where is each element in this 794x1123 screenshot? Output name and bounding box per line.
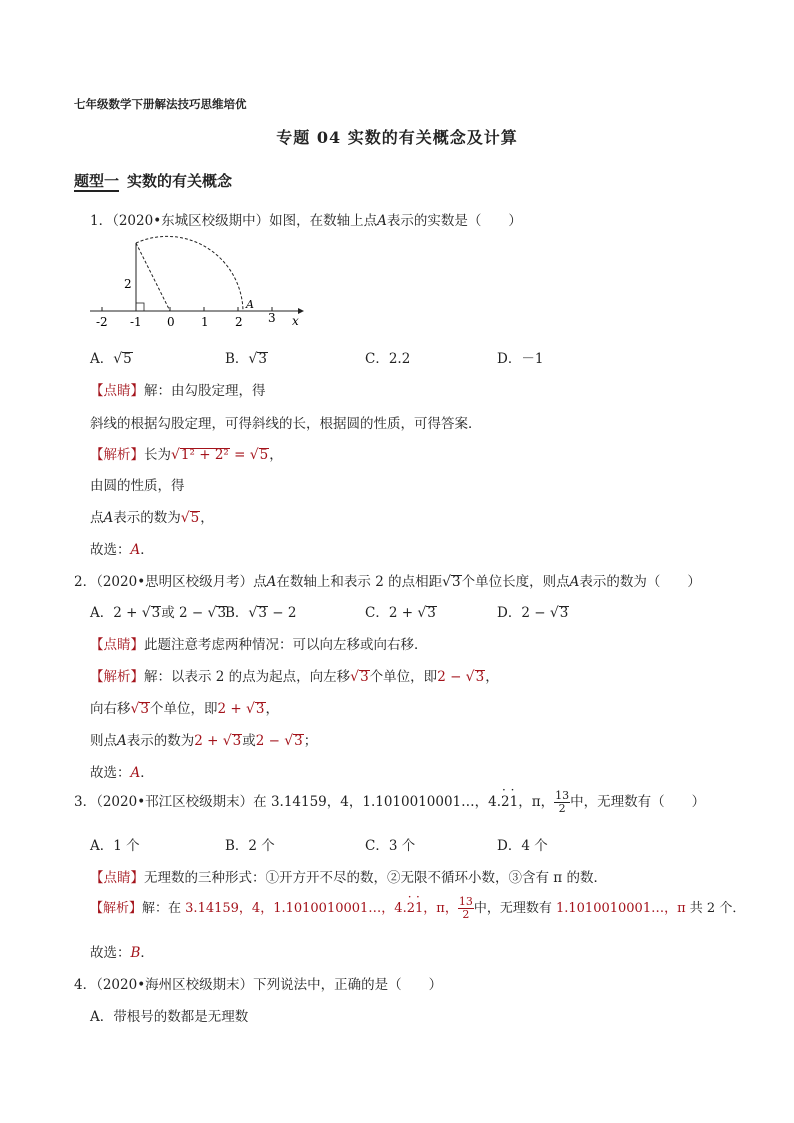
- q1-analysis: 【解析】长为√1² + 2² = √5，: [90, 447, 283, 463]
- tick-label: 1: [201, 315, 209, 329]
- height-label: 2: [124, 277, 132, 291]
- q3-option-d: D．4 个: [497, 838, 548, 854]
- tick-label: 3: [268, 311, 276, 325]
- q1-option-a: A．√5: [90, 351, 132, 367]
- q1-option-d: D．－1: [497, 351, 544, 367]
- number-line-figure: [88, 222, 308, 334]
- q2-stem: 2．（2020•思明区校级月考）点A在数轴上和表示 2 的点相距√3个单位长度，则点A表示的数为（ ）: [74, 574, 701, 590]
- section-title: 实数的有关概念: [127, 172, 233, 190]
- q2-option-c: C．2 + √3: [365, 605, 436, 621]
- q1-analysis-line3: 由圆的性质，得: [90, 478, 185, 494]
- q2-option-b: B．√3 − 2: [225, 605, 297, 621]
- q3-option-a: A．1 个: [90, 838, 140, 854]
- q1-tip: 【点睛】解：由勾股定理，得: [90, 383, 266, 399]
- axis-label: x: [292, 314, 299, 328]
- q1-option-c: C．2.2: [365, 351, 411, 367]
- q1-tip-line2: 斜线的根据勾股定理，可得斜线的长，根据圆的性质，可得答案．: [90, 416, 482, 432]
- q3-tip: 【点睛】无理数的三种形式：①开方开不尽的数，②无限不循环小数，③含有 π 的数．: [90, 870, 607, 886]
- q2-tip: 【点睛】此题注意考虑两种情况：可以向左移或向右移．: [90, 637, 428, 653]
- q2-answer: 故选：A．: [90, 765, 154, 781]
- q3-analysis: 【解析】解：在 3.14159，4，1.1010010001…，4.· 2· 1，π， $\frac{13}{2}$ 中，无理数有 1.1010010001…，π 共 2 个．: [90, 896, 745, 921]
- doc-header: 七年级数学下册解法技巧思维培优: [74, 97, 247, 111]
- point-a-label: A: [246, 298, 254, 311]
- q1-option-b: B．√3: [225, 351, 267, 367]
- q4-option-a: A．带根号的数都是无理数: [90, 1009, 249, 1025]
- page-title: 专题 04 实数的有关概念及计算: [276, 128, 518, 147]
- section-heading: [74, 170, 232, 191]
- q1-answer: 故选：A．: [90, 542, 154, 558]
- q4-stem: 4．（2020•海州区校级期末）下列说法中，正确的是（ ）: [74, 977, 443, 993]
- tick-label: -2: [96, 315, 108, 329]
- q2-analysis-line3: 向右移√3个单位，即2 + √3，: [90, 701, 280, 717]
- q1-analysis-line4: 点A表示的数为√5，: [90, 510, 214, 526]
- tick-label: 2: [235, 315, 243, 329]
- q2-option-d: D．2 − √3: [497, 605, 569, 621]
- q1-stem: 1．（2020•东城区校级期中）如图，在数轴上点A表示的实数是（ ）: [90, 213, 522, 229]
- q3-option-c: C．3 个: [365, 838, 416, 854]
- section-tag: 题型一: [74, 172, 120, 190]
- q2-analysis-line4: 则点A表示的数为2 + √3或2 − √3；: [90, 733, 318, 749]
- q3-option-b: B．2 个: [225, 838, 275, 854]
- tick-label: -1: [130, 315, 142, 329]
- q2-option-a: A．2 + √3或 2 − √3: [90, 605, 227, 621]
- q2-analysis: 【解析】解：以表示 2 的点为起点，向左移√3个单位，即2 − √3，: [90, 669, 499, 685]
- q3-stem: 3．（2020•邗江区校级期末）在 3.14159，4，1.1010010001…，4.· 2· 1，π， $\frac{13}{2}$ 中，无理数有（ ）: [74, 790, 705, 815]
- tick-label: 0: [167, 315, 175, 329]
- q3-answer: 故选：B．: [90, 945, 154, 961]
